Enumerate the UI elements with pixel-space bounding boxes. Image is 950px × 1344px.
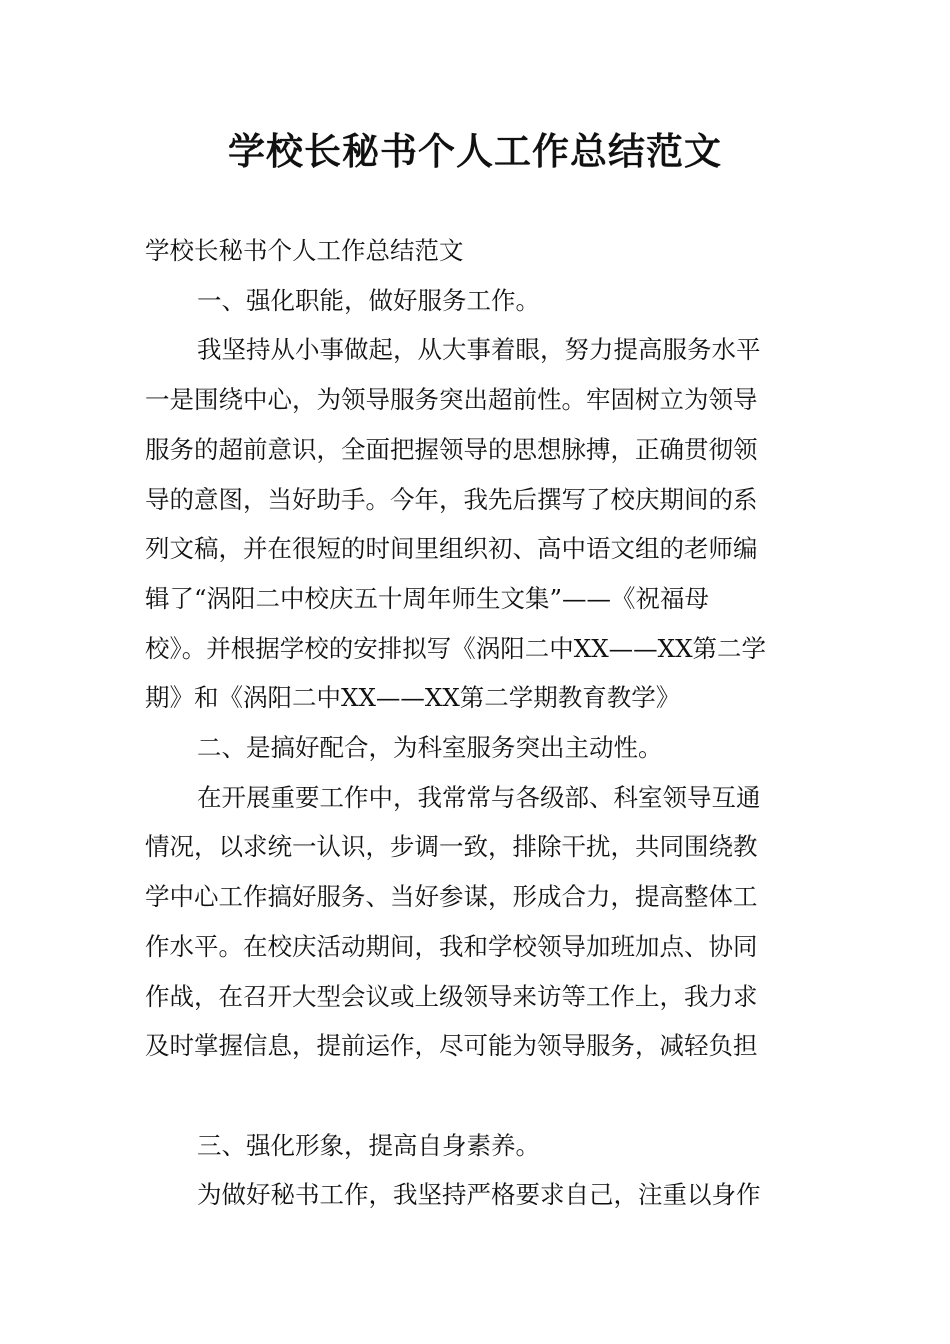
paragraph-line: 导的意图，当好助手。今年，我先后撰写了校庆期间的系 [145,484,758,514]
paragraph-line: 辑了“涡阳二中校庆五十周年师生文集”——《祝福母 [145,583,710,613]
document-body [145,226,810,1220]
paragraph-line: 情况，以求统一认识，步调一致，排除干扰，共同围绕教 [145,832,758,862]
paragraph-line: 一是围绕中心，为领导服务突出超前性。牢固树立为领导 [145,385,758,415]
paragraph-line: 作战，在召开大型会议或上级领导来访等工作上，我力求 [145,981,758,1011]
body-subtitle: 学校长秘书个人工作总结范文 [145,236,464,265]
paragraph-line: 作水平。在校庆活动期间，我和学校领导加班加点、协同 [145,931,758,961]
section-heading-1: 一、强化职能，做好服务工作。 [197,285,540,315]
paragraph-gap [145,1071,810,1121]
paragraph-line: 服务的超前意识，全面把握领导的思想脉搏，正确贯彻领 [145,434,758,464]
paragraph-line: 在开展重要工作中，我常常与各级部、科室领导互通 [197,782,761,812]
paragraph-line: 及时掌握信息，提前运作，尽可能为领导服务，减轻负担 [145,1031,758,1061]
paragraph-line: 校》。并根据学校的安排拟写《涡阳二中XX——XX第二学 [145,633,767,663]
section-heading-3: 三、强化形象，提高自身素养。 [197,1130,540,1160]
document-title: 学校长秘书个人工作总结范文 [228,130,722,173]
paragraph-line: 为做好秘书工作，我坚持严格要求自己，注重以身作 [197,1180,761,1210]
paragraph-line: 学中心工作搞好服务、当好参谋，形成合力，提高整体工 [145,882,758,912]
paragraph-line: 我坚持从小事做起，从大事着眼，努力提高服务水平 [197,335,761,365]
section-heading-2: 二、是搞好配合，为科室服务突出主动性。 [197,733,663,763]
paragraph-line: 列文稿，并在很短的时间里组织初、高中语文组的老师编 [145,534,758,564]
paragraph-line: 期》和《涡阳二中XX——XX第二学期教育教学》 [145,683,681,713]
